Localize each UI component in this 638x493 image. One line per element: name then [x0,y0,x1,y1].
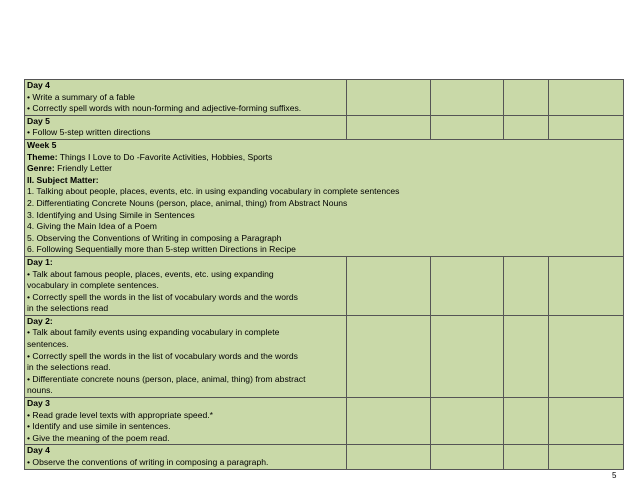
blank-cell [347,398,431,445]
bullet-item: • Differentiate concrete nouns (person, place, animal, thing) from abstract [27,374,344,386]
week-header-row [25,139,624,256]
blank-cell [431,398,504,445]
blank-cell [549,315,624,397]
cell-line: in the selections read [27,303,109,314]
blank-cell [504,256,549,315]
blank-cell [431,80,504,116]
lesson-plan-table-body [25,80,624,470]
blank-cell [504,445,549,469]
cell-line: 5. Observing the Conventions of Writing in composing a Paragraph [27,232,282,243]
cell-heading: Day 3 [27,398,50,409]
week-cell [25,139,624,256]
cell-heading: Day 4 [27,80,50,90]
day-row [25,445,624,469]
blank-cell [431,445,504,469]
bullet-item: • Correctly spell words with noun-forming and adjective-forming suffixes. [27,103,344,115]
day-content-cell [25,115,347,139]
cell-line: 4. Giving the Main Idea of a Poem [27,221,157,232]
cell-heading: Week 5 [27,139,57,150]
cell-line: 3. Identifying and Using Simile in Sentences [27,209,195,220]
day-row [25,398,624,445]
cell-line: in the selections read. [27,362,111,373]
labeled-line [27,163,621,175]
line-label: Theme: [27,151,58,162]
line-text: Things I Love to Do -Favorite Activities, Hobbies, Sports [59,151,273,162]
bullet-item: • Correctly spell the words in the list of vocabulary words and the words [27,292,344,304]
day-row [25,115,624,139]
cell-heading: II. Subject Matter: [27,174,99,185]
cell-heading: Day 1: [27,256,53,267]
cell-heading: Day 4 [27,445,50,456]
bullet-item: • Observe the conventions of writing in composing a paragraph. [27,457,344,469]
bullet-item: • Talk about famous people, places, events, etc. using expanding [27,269,344,281]
blank-cell [431,256,504,315]
blank-cell [504,315,549,397]
line-label: Genre: [27,163,55,174]
blank-cell [504,398,549,445]
day-content-cell [25,256,347,315]
day-content-cell [25,315,347,397]
cell-line: nouns. [27,385,53,396]
day-row [25,315,624,397]
blank-cell [347,315,431,397]
bullet-item: • Write a summary of a fable [27,92,344,104]
blank-cell [504,80,549,116]
day-content-cell [25,80,347,116]
blank-cell [549,80,624,116]
cell-line: sentences. [27,339,69,350]
page-number: 5 [612,471,617,480]
cell-heading: Day 2: [27,315,53,326]
cell-line: 1. Talking about people, places, events, etc. in using expanding vocabulary in complete sentences [27,186,400,197]
blank-cell [549,256,624,315]
blank-cell [431,315,504,397]
line-text: Friendly Letter [57,163,113,174]
blank-cell [431,115,504,139]
bullet-item: • Identify and use simile in sentences. [27,421,344,433]
cell-line: 6. Following Sequentially more than 5-step written Directions in Recipe [27,244,296,255]
blank-cell [347,256,431,315]
blank-cell [347,445,431,469]
blank-cell [347,80,431,116]
lesson-plan-table [24,79,624,470]
blank-cell [347,115,431,139]
cell-heading: Day 5 [27,115,50,126]
blank-cell [549,398,624,445]
blank-cell [549,445,624,469]
bullet-item: • Talk about family events using expanding vocabulary in complete [27,327,344,339]
day-content-cell [25,445,347,469]
blank-cell [549,115,624,139]
day-row [25,80,624,116]
blank-cell [504,115,549,139]
labeled-line [27,152,621,164]
day-content-cell [25,398,347,445]
bullet-item: • Read grade level texts with appropriate speed.* [27,410,344,422]
bullet-item: • Give the meaning of the poem read. [27,433,344,445]
bullet-item: • Follow 5-step written directions [27,127,344,139]
day-row [25,256,624,315]
cell-line: 2. Differentiating Concrete Nouns (person, place, animal, thing) from Abstract Nouns [27,197,348,208]
cell-line: vocabulary in complete sentences. [27,280,159,291]
bullet-item: • Correctly spell the words in the list of vocabulary words and the words [27,351,344,363]
